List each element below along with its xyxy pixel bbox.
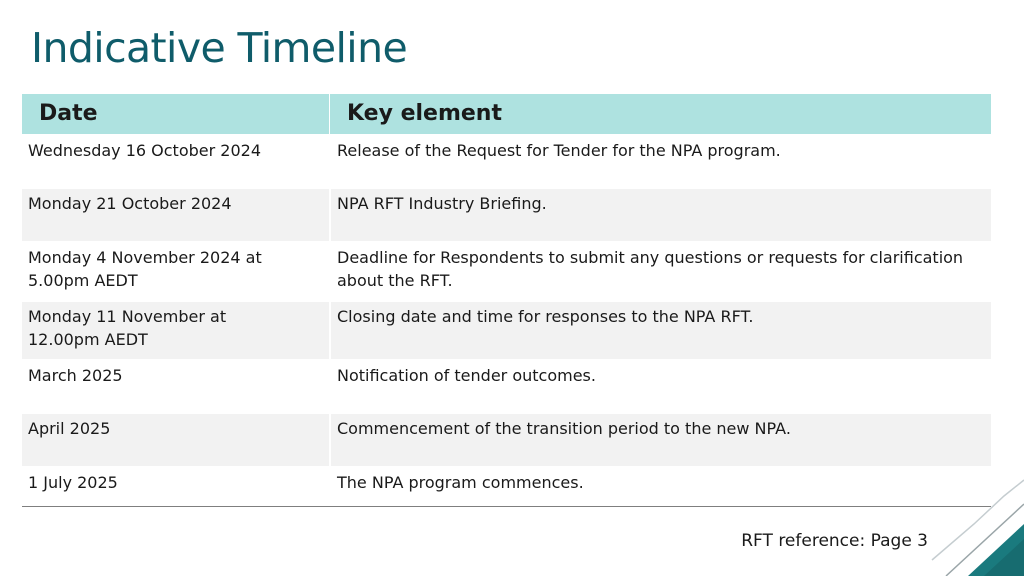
row-date: Monday 4 November 2024 at 5.00pm AEDT (28, 248, 262, 290)
row-date: 1 July 2025 (28, 473, 118, 492)
column-header-date: Date (39, 101, 98, 126)
row-date: Wednesday 16 October 2024 (28, 141, 261, 160)
column-header-key-element: Key element (329, 94, 991, 134)
table-row (22, 241, 991, 300)
table-header-row (22, 94, 991, 134)
row-key-element: NPA RFT Industry Briefing. (329, 189, 991, 241)
row-key-element: Release of the Request for Tender for the NPA program. (329, 136, 991, 187)
row-key-element: Closing date and time for responses to the NPA RFT. (329, 302, 991, 359)
table-row (22, 300, 991, 359)
table-row (22, 134, 991, 187)
timeline-table (22, 94, 991, 516)
row-key-element: Commencement of the transition period to the new NPA. (329, 414, 991, 466)
row-key-element: The NPA program commences. (329, 468, 991, 516)
row-date: April 2025 (28, 419, 111, 438)
page-title: Indicative Timeline (31, 24, 408, 72)
row-key-element: Notification of tender outcomes. (329, 361, 991, 412)
rft-reference: RFT reference: Page 3 (741, 531, 928, 551)
table-row (22, 359, 991, 412)
footer-divider (22, 506, 991, 507)
table-row (22, 412, 991, 466)
row-date: Monday 11 November at 12.00pm AEDT (28, 307, 227, 349)
table-row (22, 187, 991, 241)
row-date: Monday 21 October 2024 (28, 194, 232, 213)
table-row (22, 466, 991, 516)
row-date: March 2025 (28, 366, 123, 385)
row-key-element: Deadline for Respondents to submit any questions or requests for clarification about the RFT. (329, 243, 991, 300)
corner-chevron-graphic (924, 476, 1024, 576)
